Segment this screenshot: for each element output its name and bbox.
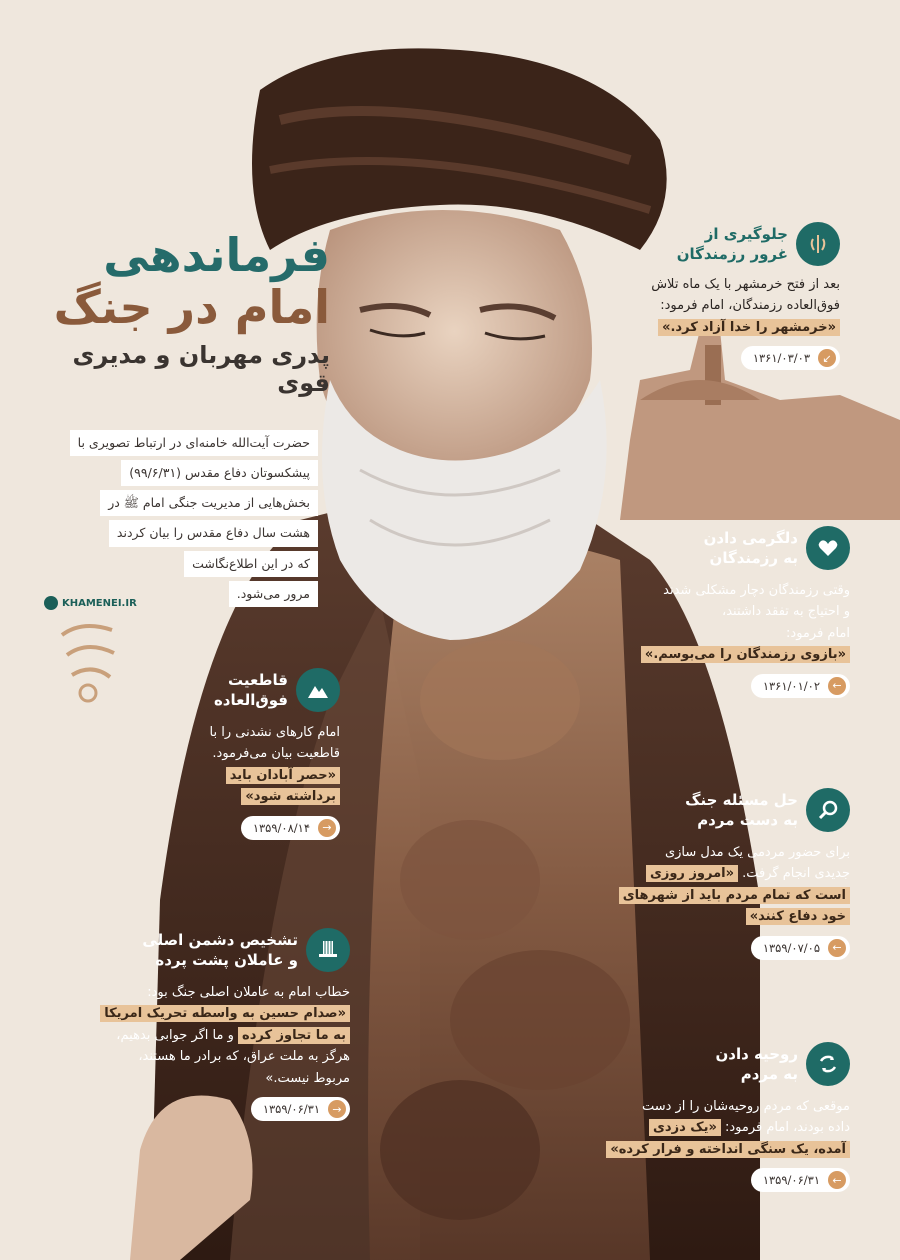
section-text: موقعی که مردم روحیه‌شان را از دست — [641, 1099, 850, 1114]
section-subtitle: و عاملان پشت پرده — [155, 951, 298, 969]
date-text: ۱۳۵۹/۰۶/۳۱ — [262, 1102, 320, 1117]
section-encourage-fighters — [600, 526, 850, 698]
hearts-icon — [806, 526, 850, 570]
section-prevent-pride — [600, 222, 840, 370]
section-title: دلگرمی دادن — [703, 528, 798, 547]
section-main-enemy — [78, 928, 350, 1121]
date-pill — [751, 674, 850, 698]
section-text: امام فرمود: — [786, 625, 850, 641]
intro-line: که در این اطلاع‌نگاشت — [184, 551, 318, 577]
arrow-icon: → — [328, 1100, 346, 1118]
section-text: و ما اگر جوابی بدهیم، — [116, 1027, 234, 1043]
date-text: ۱۳۵۹/۰۷/۰۵ — [762, 940, 820, 955]
highlight-quote: «صدام حسین به واسطه تحریک امریکا — [100, 1005, 350, 1022]
intro-line: بخش‌هایی از مدیریت جنگی امام ﷺ در — [100, 490, 318, 516]
highlight-quote: خود دفاع کنند» — [746, 908, 850, 925]
date-text: ۱۳۶۱/۰۱/۰۲ — [762, 678, 820, 693]
date-text: ۱۳۵۹/۰۶/۳۱ — [762, 1173, 820, 1188]
highlight-quote: است که تمام مردم باید از شهرهای — [619, 887, 850, 904]
refresh-icon — [806, 1042, 850, 1086]
section-text: برای حضور مردمی یک مدل سازی — [664, 845, 850, 860]
date-pill — [241, 816, 340, 840]
arrow-icon: ↙ — [818, 349, 836, 367]
section-text: بعد از فتح خرمشهر با یک ماه تلاش — [651, 277, 840, 292]
section-subtitle: به مردم — [740, 1065, 798, 1083]
date-text: ۱۳۵۹/۰۸/۱۴ — [252, 820, 310, 835]
highlight-quote: «امروز روزی — [646, 865, 738, 882]
date-pill — [751, 936, 850, 960]
highlight-quote: «خرمشهر را خدا آزاد کرد.» — [658, 319, 840, 336]
section-boost-morale — [600, 1042, 850, 1192]
intro-line: پیشکسوتان دفاع مقدس (۹۹/۶/۳۱) — [121, 460, 318, 486]
date-pill — [741, 346, 840, 370]
title-line-3: پدری مهربان و مدیری قوی — [72, 341, 330, 398]
title-line-1: فرماندهی — [103, 228, 330, 282]
date-pill — [751, 1168, 850, 1192]
iran-emblem-icon — [796, 222, 840, 266]
highlight-quote: «یک دزدی — [649, 1119, 721, 1136]
section-text: قاطعیت بیان می‌فرمود. — [212, 746, 340, 762]
intro-text — [36, 428, 318, 609]
section-text: امام کارهای نشدنی را با — [209, 725, 340, 740]
section-subtitle: به دست مردم — [697, 811, 798, 829]
intro-line: حضرت آیت‌الله خامنه‌ای در ارتباط تصویری با — [70, 430, 318, 456]
section-subtitle: فوق‌العاده — [213, 691, 288, 709]
mountain-icon — [296, 668, 340, 712]
highlight-quote: آمده، یک سنگی انداخته و فرار کرده» — [606, 1141, 850, 1158]
uncle-sam-hat-icon — [306, 928, 350, 972]
section-subtitle: به رزمندگان — [709, 549, 798, 567]
arrow-icon: ← — [828, 939, 846, 957]
section-text: خطاب امام به عاملان اصلی جنگ بود: — [147, 985, 350, 1000]
brand-logo — [44, 596, 137, 610]
title-line-2: امام در جنگ — [53, 279, 330, 334]
section-people-solve-war — [600, 788, 850, 960]
section-title: روحیه دادن — [715, 1044, 798, 1063]
section-text: جدیدی انجام گرفت. — [742, 866, 850, 882]
search-icon — [806, 788, 850, 832]
section-text: و احتیاج به تفقد داشتند، — [722, 604, 850, 620]
section-title: جلوگیری از — [704, 224, 788, 243]
section-subtitle: غرور رزمندگان — [676, 245, 788, 263]
section-text: فوق‌العاده رزمندگان، امام فرمود: — [660, 298, 840, 314]
intro-line: هشت سال دفاع مقدس را بیان کردند — [109, 520, 318, 546]
section-text: مربوط نیست.» — [265, 1070, 350, 1086]
highlight-quote: «بازوی رزمندگان را می‌بوسم.» — [641, 646, 850, 663]
arrow-icon: ← — [828, 677, 846, 695]
section-decisiveness — [80, 668, 340, 840]
date-pill — [251, 1097, 350, 1121]
highlight-quote: برداشته شود» — [241, 788, 340, 805]
brand-text: KHAMENEI.IR — [62, 597, 137, 609]
brand-icon — [44, 596, 58, 610]
arrow-icon: ← — [828, 1171, 846, 1189]
section-text: هرگز به ملت عراق، که برادر ما هستند، — [138, 1049, 350, 1065]
section-text: داده بودند، امام فرمود: — [725, 1120, 850, 1136]
highlight-quote: «حصر آبادان باید — [226, 767, 340, 784]
arrow-icon: → — [318, 819, 336, 837]
date-text: ۱۳۶۱/۰۳/۰۳ — [752, 351, 810, 366]
section-title: قاطعیت — [227, 670, 288, 689]
section-text: وقتی رزمندگان دچار مشکلی شدند — [663, 583, 850, 598]
intro-line: مرور می‌شود. — [229, 581, 318, 607]
section-title: حل مسئله جنگ — [685, 790, 798, 809]
highlight-quote: به ما تجاوز کرده — [238, 1027, 350, 1044]
poster-title — [30, 230, 330, 397]
section-title: تشخیص دشمن اصلی — [142, 930, 298, 949]
